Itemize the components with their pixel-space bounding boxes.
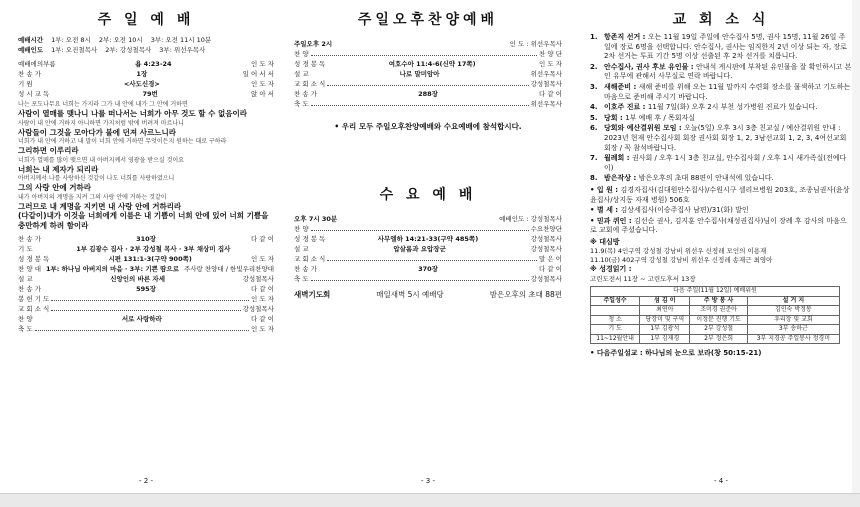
news-body: 1부 예배 후 / 목회자실 xyxy=(625,113,696,122)
afternoon-leader: 인 도 : 위선우목사 xyxy=(509,40,562,48)
order-label: 교 회 소 식 xyxy=(294,80,326,88)
order-detail: 서로 사랑하라 xyxy=(121,315,162,323)
duty-cell: 청 소 xyxy=(591,315,640,325)
order-label: 찬 송 가 xyxy=(18,285,41,293)
news-body: 권사회 / 오후 1시 3층 친교실, 안수집사회 / 오후 1시 새가족실(전예다이) xyxy=(604,154,847,172)
duty-cell: 조미경 권준아 xyxy=(690,306,747,316)
duty-cell: 3부 지경공 주일봉사 정경미 xyxy=(747,334,839,344)
order-person: 다 같 이 xyxy=(251,285,274,293)
news-item xyxy=(590,33,852,62)
pastoral-item xyxy=(590,206,852,216)
order-person: 다 같 이 xyxy=(251,235,274,243)
news-number: 2. xyxy=(590,62,598,71)
duty-cell: 1부 김광석 xyxy=(640,325,690,335)
order-row xyxy=(18,324,274,334)
order-detail: 신앙인의 바른 자세 xyxy=(110,275,165,283)
leader-line: 나는 포도나무요 너희는 가지라 그가 내 안에 내가 그 안에 거하면 xyxy=(18,101,188,108)
order-row xyxy=(294,99,562,109)
responsive-reading xyxy=(18,100,274,230)
pastoral-text xyxy=(590,206,852,216)
news-number: 7. xyxy=(590,154,598,163)
time-row xyxy=(18,45,274,55)
dawn-prayer-time: 매일새벽 5시 예배당 xyxy=(376,290,444,299)
wednesday-time: 오후 7시 30분 xyxy=(294,215,338,223)
wednesday-header xyxy=(294,214,562,224)
order-row xyxy=(294,89,562,99)
leader-line: 내가 아버지의 계명을 지켜 그의 사랑 안에 거하는 것같이 xyxy=(18,193,167,201)
duty-head: 설 거 지 xyxy=(747,296,839,306)
order-label: 기 도 xyxy=(18,245,33,253)
duty-caption-row xyxy=(591,287,840,297)
order-label: 찬 송 가 xyxy=(18,235,41,243)
order-row xyxy=(18,284,274,294)
order-label: 성 경 봉 독 xyxy=(294,235,326,243)
news-heading: 당회와 예산결위원 모임 : xyxy=(604,124,685,133)
pastoral-body: 김선순 권사, 김지훈 안수집사(채성권집사)님이 장례 후 감사의 마음으로 교회에 주셨습니다. xyxy=(590,216,847,235)
news-number: 5. xyxy=(590,113,598,122)
order-person: 수요찬양단 xyxy=(530,225,562,233)
news-heading: 밤은작상 : xyxy=(604,174,639,183)
news-number: 6. xyxy=(590,124,598,133)
news-number: 3. xyxy=(590,82,598,91)
sunday-worship-title: 주 일 예 배 xyxy=(97,12,195,28)
news-text xyxy=(604,114,852,124)
order-label: 성 시 교 독 xyxy=(18,90,50,98)
order-label: 축 도 xyxy=(18,325,33,333)
order-row xyxy=(18,274,274,284)
order-detail: 여호수아 11:4-6(신약 17쪽) xyxy=(388,60,476,68)
order-row xyxy=(18,89,274,99)
order-label: 설 교 xyxy=(294,70,309,78)
order-detail: 사무엘하 14:21-33(구약 485쪽) xyxy=(377,235,479,243)
wednesday-order xyxy=(294,224,562,284)
order-row xyxy=(18,314,274,324)
order-detail: 나로 말미암아 xyxy=(399,70,440,78)
order-person: 인 도 자 xyxy=(251,325,274,333)
order-person: 다 같 이 xyxy=(251,315,274,323)
section-line: 11.10(금) 402구역 강성철 강남비 위선우 신정레 송재근 최영아 xyxy=(590,256,773,265)
order-label: 교 회 소 식 xyxy=(294,255,326,263)
order-label: 축 도 xyxy=(294,100,309,108)
order-person: 강성철목사 xyxy=(530,245,562,253)
order-person: 강성철목사 xyxy=(530,235,562,243)
news-item xyxy=(590,154,852,173)
congregation-line: 너희는 내 제자가 되리라 xyxy=(18,164,99,174)
dotted-leader xyxy=(51,300,249,301)
news-heading: 항존직 선거 : xyxy=(604,33,648,41)
order-row xyxy=(294,59,562,69)
order-detail: 310장 xyxy=(136,235,156,243)
order-person: 앉 아 서 xyxy=(251,90,274,98)
order-label: 성 경 봉 독 xyxy=(18,255,50,263)
section-line: 11.9(목) 4인구역 강성철 강남비 위선우 신정레 모인의 이용재 xyxy=(590,247,767,256)
order-label: 봉 헌 기 도 xyxy=(18,295,50,303)
next-sermon: • 다음주일설교 : 하나님의 눈으로 보라(창 50:15-21) xyxy=(590,349,762,358)
news-list xyxy=(590,33,852,184)
order-label: 찬 송 가 xyxy=(18,70,41,78)
order-row xyxy=(18,79,274,89)
order-row xyxy=(294,224,562,234)
duty-cell: 이정문 진행 기도 xyxy=(690,315,747,325)
order-detail: 압살롬과 요압장군 xyxy=(393,245,446,253)
duty-row xyxy=(591,315,840,325)
order-row xyxy=(294,79,562,89)
leader-line: 아버지께서 나를 사랑하신 것같이 나도 너희를 사랑하였으니 xyxy=(18,175,175,182)
sheet-edge xyxy=(852,0,860,493)
order-detail: 370장 xyxy=(418,265,438,273)
page-number: - 3 - xyxy=(421,477,435,485)
leader-line: 사람이 내 안에 거하지 아니하면 가지처럼 밖에 버려져 마르나니 xyxy=(18,119,184,127)
news-text xyxy=(604,124,852,153)
order-person: 강성철목사 xyxy=(530,275,562,283)
time-item: 1부: 오전 8시 xyxy=(51,36,91,44)
congregation-line: 사람들이 그것을 모아다가 불에 던져 사르느니라 xyxy=(18,127,176,137)
congregation-line: 그의 사랑 안에 거하라 xyxy=(18,183,92,192)
congregation-line: 사람이 열매를 맺나니 나를 떠나서는 너희가 아무 것도 할 수 없음이라 xyxy=(18,109,247,118)
order-row xyxy=(18,234,274,244)
order-label: 축 도 xyxy=(294,275,309,283)
afternoon-order xyxy=(294,49,562,109)
schedule-sections xyxy=(590,238,852,284)
news-number: 1. xyxy=(590,33,598,41)
order-label: 기 원 xyxy=(18,80,33,88)
news-text xyxy=(604,154,852,173)
dotted-leader xyxy=(35,330,249,331)
time-label: 예배시간 xyxy=(18,36,44,44)
order-row xyxy=(294,254,562,264)
order-detail: 1장 xyxy=(136,70,148,78)
time-item: 2부: 오전 10시 xyxy=(98,36,143,44)
news-body: 안내석 게시판에 부착된 유인물을 잘 확인하시고 본인 유무에 관해서 사무실로 연락 바랍니다. xyxy=(604,62,852,81)
afternoon-worship-title: 주일오후찬양예배 xyxy=(357,12,499,28)
pastoral-item xyxy=(590,217,852,236)
pastoral-text xyxy=(590,217,852,236)
congregation-line: 그리하면 이루리라 xyxy=(18,146,79,155)
duty-row xyxy=(591,334,840,344)
page-number: - 2 - xyxy=(139,477,153,485)
section-heading: ※ 성경읽기 : xyxy=(590,265,632,274)
order-label: 성 경 봉 독 xyxy=(294,60,326,68)
duty-cell: 2부 강성철 xyxy=(690,325,747,335)
duty-head: 주일성수 xyxy=(591,296,640,306)
duty-cell: 최연아 xyxy=(640,306,690,316)
order-person: 강성철목사 xyxy=(242,305,274,313)
order-row xyxy=(294,264,562,274)
wednesday-leader: 예배인도 : 강성철목사 xyxy=(499,215,562,223)
afternoon-worship-column xyxy=(294,0,562,493)
duty-cell: 11~12월안내 xyxy=(591,334,640,344)
order-row xyxy=(18,69,274,79)
dotted-leader xyxy=(311,280,529,281)
news-number: 8. xyxy=(590,174,598,183)
leader-line: 너희가 열매를 많이 맺으면 내 아버지께서 영광을 받으실 것이요 xyxy=(18,156,184,164)
order-detail: 1부 김광수 집사 · 2부 강성철 목사 · 3부 채상미 집사 xyxy=(76,245,231,253)
sunday-worship-column xyxy=(18,0,274,493)
order-row xyxy=(18,264,274,274)
order-row xyxy=(18,244,274,254)
order-row xyxy=(294,244,562,254)
dawn-prayer-label: 새벽기도회 xyxy=(294,290,331,299)
time-item: 3부: 오전 11시 10분 xyxy=(150,36,212,44)
pastoral-body: 김경자집사(김대원안수집사)/수원시구 셀리브병원 203호, 조종님권사(윤상윤집사/상지동 자재 병원) 506호 xyxy=(590,185,850,204)
section-heading: ※ 대심방 xyxy=(590,237,620,246)
dotted-leader xyxy=(327,260,537,261)
order-person: 다 같 이 xyxy=(539,90,562,98)
order-label: 찬 양 xyxy=(294,50,309,58)
news-item xyxy=(590,174,852,184)
order-label: 찬 양 xyxy=(294,225,309,233)
order-detail: 시편 131:1-3(구약 900쪽) xyxy=(108,255,192,263)
order-person: 찬 양 단 xyxy=(539,50,562,58)
afternoon-time: 주일오후 2시 xyxy=(294,40,333,48)
duty-cell: 2부 정은희 xyxy=(690,334,747,344)
leader-line: 너희가 내 안에 거하고 내 말이 너희 안에 거하면 무엇이든지 원하는 대로 구하라 xyxy=(18,138,227,145)
order-person: 인 도 자 xyxy=(251,60,274,68)
duty-head-row xyxy=(591,296,840,306)
news-heading: 월례회 : xyxy=(604,154,632,163)
order-person: 강성철목사 xyxy=(530,80,562,88)
order-person: 인 도 자 xyxy=(251,295,274,303)
news-text xyxy=(604,103,852,113)
congregation-line: 그러므로 내 계명을 지키면 내 사랑 안에 거하리라 xyxy=(18,201,182,211)
news-heading: 새해준비 : xyxy=(604,82,639,91)
news-item xyxy=(590,83,852,102)
news-heading: 이호주 진료 : xyxy=(604,103,648,112)
duty-row xyxy=(591,306,840,316)
order-detail: 79번 xyxy=(142,90,158,98)
afternoon-header xyxy=(294,39,562,49)
news-body: 오늘(5일) 오후 3시 3층 친교실 / 예산결위원 안내 : 2023년 현재 안수집사회 회장 권사회 회장 1, 2, 3남선교회 1, 2, 3, 4여선교회 회장 / 꼭 참석바랍니다. xyxy=(604,124,847,152)
pastoral-heading: • 입 원 : xyxy=(590,185,621,194)
order-person: 인 도 자 xyxy=(251,80,274,88)
news-body: 새해 준비를 위해 오는 11월 말까지 수련회 장소를 물색하고 기도하는 마음으로 준비해 주시기 바랍니다. xyxy=(604,82,851,101)
worship-times xyxy=(18,35,274,55)
pastoral-text xyxy=(590,186,852,205)
time-label: 예배인도 xyxy=(18,46,44,54)
order-label: 교 회 소 식 xyxy=(18,305,50,313)
news-heading: 안수집사, 권사 후보 유인물 : xyxy=(604,62,697,71)
order-detail: 욥 4:23-24 xyxy=(135,60,172,68)
pastoral-notes xyxy=(590,186,852,236)
time-row xyxy=(18,35,274,45)
news-text xyxy=(604,83,852,102)
time-item: 3부: 위선우목사 xyxy=(159,46,206,54)
order-label: 예배에의부름 xyxy=(18,60,56,68)
duty-cell: 3부 송하근 xyxy=(747,325,839,335)
dotted-leader xyxy=(311,105,529,106)
church-news-column xyxy=(590,0,852,493)
news-item xyxy=(590,114,852,124)
duty-cell: 우리장 및 교회 xyxy=(747,315,839,325)
duty-cell: 김인숙 박정봉 xyxy=(747,306,839,316)
order-label: 찬 송 가 xyxy=(294,265,317,273)
duty-cell: 기 도 xyxy=(591,325,640,335)
order-row xyxy=(18,254,274,264)
order-person: 위선우목사 xyxy=(530,70,562,78)
dawn-prayer xyxy=(294,290,562,300)
time-item: 2부: 강성철목사 xyxy=(105,46,152,54)
time-item: 1부: 오진철목사 xyxy=(51,46,98,54)
church-news-title: 교 회 소 식 xyxy=(672,12,770,28)
news-text xyxy=(604,63,852,82)
order-row xyxy=(18,59,274,69)
order-person: 인 도 자 xyxy=(539,60,562,68)
order-person: 인 도 자 xyxy=(251,255,274,263)
attendance-note: • 우리 모두 주일오후찬양예배와 수요예배에 참석합시다. xyxy=(334,122,522,131)
duty-head: 주 방 봉 사 xyxy=(690,296,747,306)
news-item xyxy=(590,103,852,113)
worship-order-top xyxy=(18,59,274,99)
order-detail: 1부: 하나님 아버지의 마음 · 3부: 기쁜 땀으로 xyxy=(45,265,179,273)
order-detail: <사도신경> xyxy=(123,80,160,88)
duty-cell: 당장미 및 구역 xyxy=(640,315,690,325)
order-row xyxy=(294,69,562,79)
duty-caption: 다음 주일(11월 12일) 예배위원 xyxy=(591,287,840,297)
news-body: 오는 11월 19일 주일에 안수집사 5명, 권사 15명, 11월 26일 주일에 장로 6명을 선택합니다. 안수집사, 권사는 임직한지 2년 이상 되는 자, 장로 2차 선거는 투표 기간 5명 이상 선출된 후 2차 선거를 치릅니다. xyxy=(604,33,847,61)
news-body: 밤은오후의 초대 88편이 안내석에 있습니다. xyxy=(638,174,774,183)
duty-cell: 1부 김재경 xyxy=(640,334,690,344)
duty-cell xyxy=(591,306,640,316)
news-body: 11월 7일(화) 오후 2시 부천 성가병원 진료가 있습니다. xyxy=(647,103,818,112)
order-label: 찬 양 xyxy=(18,315,33,323)
order-person: 다 같 이 xyxy=(539,265,562,273)
news-heading: 당회 : xyxy=(604,113,626,122)
order-person: 일 어 서 서 xyxy=(242,70,274,78)
order-detail: 595장 xyxy=(136,285,156,293)
dotted-leader xyxy=(327,85,528,86)
duty-row xyxy=(591,325,840,335)
pastoral-body: 김상세집사(이승주집사 남편)/31(화) 발인 xyxy=(620,206,749,215)
section-line: 고린도전서 11장 ~ 고린도후서 13장 xyxy=(590,275,696,284)
pastoral-heading: • 믿과 퀴인 : xyxy=(590,216,635,225)
order-person: 강성철목사 xyxy=(242,275,274,283)
order-row xyxy=(18,304,274,314)
order-label: 찬 양 대 xyxy=(18,265,41,273)
news-number: 4. xyxy=(590,103,598,112)
duty-head: 섬 김 이 xyxy=(640,296,690,306)
news-item xyxy=(590,63,852,82)
duty-table xyxy=(590,286,840,344)
worship-order-bottom xyxy=(18,234,274,334)
pastoral-item xyxy=(590,186,852,205)
dotted-leader xyxy=(51,310,240,311)
page-number: - 4 - xyxy=(714,477,728,485)
dotted-leader xyxy=(311,230,529,231)
order-row xyxy=(294,234,562,244)
news-text xyxy=(604,174,852,184)
order-row xyxy=(294,274,562,284)
order-label: 찬 송 가 xyxy=(294,90,317,98)
dawn-prayer-note: 밤은오후의 초대 88편 xyxy=(489,290,562,299)
order-detail: 288장 xyxy=(418,90,438,98)
order-label: 설 교 xyxy=(294,245,309,253)
order-row xyxy=(18,294,274,304)
order-person: 위선우목사 xyxy=(530,100,562,108)
order-person: 주사랑 찬양대 / 한빛우리찬양대 xyxy=(183,265,274,273)
order-label: 설 교 xyxy=(18,275,33,283)
news-text xyxy=(604,33,852,62)
order-row xyxy=(294,49,562,59)
congregation-line: (다같이)내가 이것을 너희에게 이름은 내 기쁨이 너희 안에 있어 너희 기쁨을 충만하게 하려 함이라 xyxy=(18,211,269,230)
dotted-leader xyxy=(311,55,537,56)
order-person: 말 은 이 xyxy=(539,255,562,263)
pastoral-heading: • 별 세 : xyxy=(590,206,621,215)
news-item xyxy=(590,124,852,153)
wednesday-worship-title: 수 요 예 배 xyxy=(379,187,477,203)
